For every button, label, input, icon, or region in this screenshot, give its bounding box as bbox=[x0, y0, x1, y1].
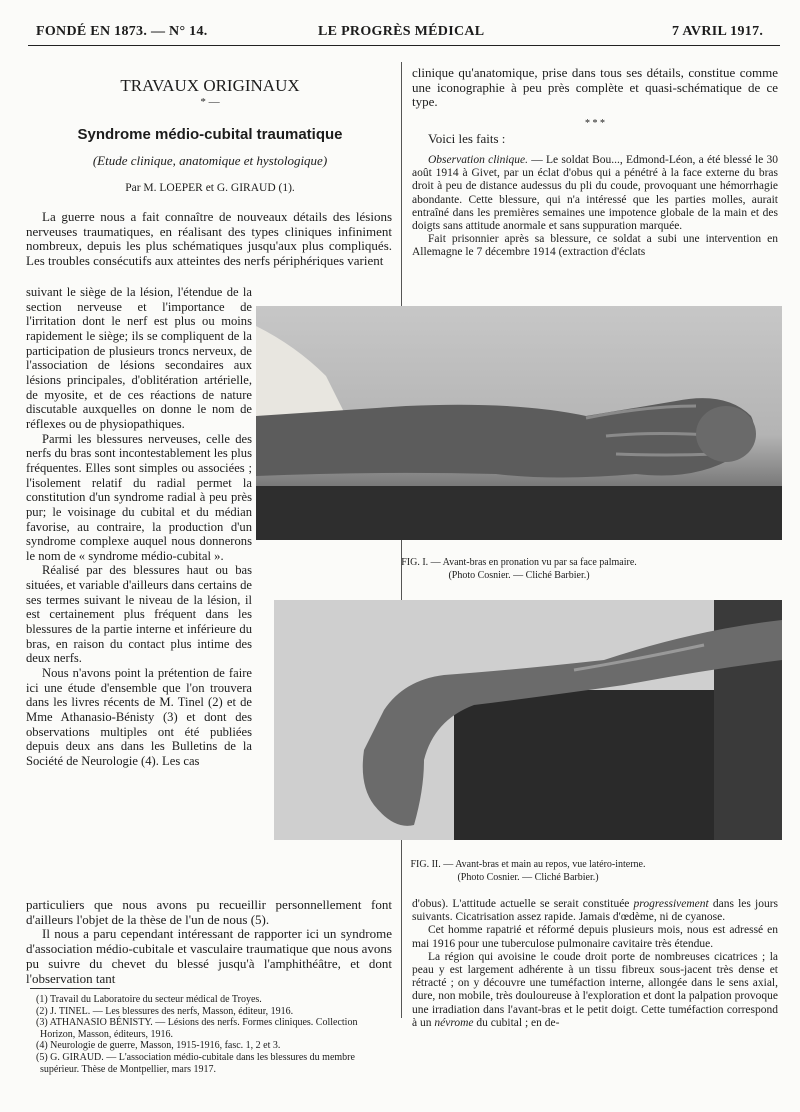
paragraph-attitude: d'obus). L'attitude actuelle se serait constituée progressivement dans les jours suivants. Cicatrisation assez rapide. Jamais d'œdème, ni de cyanose. bbox=[412, 898, 778, 924]
footnote: (3) ATHANASIO BÉNISTY. — Lésions des nerfs. Formes cliniques. Collection Horizon, Masson, éditeurs, 1916. bbox=[36, 1017, 358, 1040]
footnote: (5) G. GIRAUD. — L'association médio-cubitale dans les blessures du membre supérieur. Thèse de Montpellier, mars 1917. bbox=[36, 1051, 355, 1075]
paragraph-case: Il nous a paru cependant intéressant de rapporter ici un syndrome d'association médio-cubitale et vasculaire traumatique que nous avons pu suivre du chevet du blessé jusqu'à l'amphithéâtre, et dont l'observation tant bbox=[26, 926, 392, 986]
figure-2-photo bbox=[274, 600, 782, 840]
figure-1-photo bbox=[256, 306, 782, 540]
paragraph-pretention: Nous n'avons point la prétention de faire ici une étude d'ensemble que l'on trouvera dans les livres récents de M. Tinel (2) et de Mme Athanasio-Bénisty (3) et dont des observations multiples ont été publiées depuis deux ans dans les Bulletins de la Société de Neurologie (4). Les cas bbox=[26, 666, 252, 768]
article-byline: Par M. LOEPER et G. GIRAUD (1). bbox=[125, 182, 295, 194]
header-rule bbox=[28, 45, 780, 46]
paragraph-facts: Voici les faits : bbox=[428, 131, 506, 146]
observation-text: — Le soldat Bou..., Edmond-Léon, a été blessé le 30 août 1914 à Givet, par un éclat d'obus qui a pénétré à la face externe du bras droit à peu de distance audessus du pli du coude, provoquant une hémorrhagie abondante. Cette blessure, qui n'a intéressé que les parties molles, aurait entraîné dans les premières semaines une impotence globale de la main et des doigts sans attitude anormale et sans suppuration marquée. bbox=[412, 154, 779, 233]
section-mark: * — bbox=[200, 96, 220, 108]
paragraph-intro-cont: suivant le siège de la lésion, l'étendue de la section nerveuse et l'importance de l'irritation dont le nerf est plus ou moins rapidement le siège; ils se compliquent de la participation de plusieurs troncs nerveux, de l'association de lésions secondaires aux lésions principales, d'oblitération artérielle, de myosite, et de ces réactions de nature discutable auxquelles on donne le nom de réflexes ou de physiopathiques. bbox=[26, 285, 252, 431]
footnote: (2) J. TINEL. — Les blessures des nerfs, Masson, éditeur, 1916. bbox=[36, 1005, 294, 1017]
paragraph-repatriated: Cet homme rapatrié et réformé depuis plusieurs mois, nous est adressé en mai 1916 pour une tuberculose pulmonaire cavitaire très étendue. bbox=[412, 924, 778, 950]
footnote-rule bbox=[30, 988, 110, 989]
paragraph-pretention-cont: particuliers que nous avons pu recueillir personnellement font d'ailleurs l'objet de la thèse de l'un de nous (5). bbox=[26, 897, 392, 927]
footnotes bbox=[30, 994, 390, 1075]
issue-date: 7 AVRIL 1917. bbox=[672, 24, 764, 39]
figure-2-caption: FIG. II. — Avant-bras et main au repos, vue latéro-interne. (Photo Cosnier. — Cliché Barbier.) bbox=[410, 859, 646, 883]
paragraph-clinical: clinique qu'anatomique, prise dans tous ses détails, constitue comme une iconographie à peu près complète et quasi-schématique de ce type. bbox=[412, 65, 778, 110]
section-title: TRAVAUX ORIGINAUX bbox=[120, 76, 300, 95]
article-title: Syndrome médio-cubital traumatique bbox=[77, 126, 343, 143]
paragraph-location: Réalisé par des blessures haut ou bas situées, et variable d'ailleurs dans certains de ses termes suivant le niveau de la lésion, il est certainement plus fréquent dans les blessures de la partie interne et inférieure du bras, en raison du contact plus intime des deux nerfs. bbox=[26, 563, 252, 666]
right-top-text bbox=[412, 66, 778, 110]
paragraph-nerves: Parmi les blessures nerveuses, celle des nerfs du bras sont incontestablement les plus fréquentes. Elles sont simples ou associées ; l'isolement relatif du radial permet la constitution d'un syndrome radial à peu près pur; le voisinage du cubital et du médian favorise, au contraire, la production d'un syndrome complexe auquel nous donnerons le nom de « syndrome médio-cubital ». bbox=[26, 431, 252, 563]
figure-1-caption: FIG. I. — Avant-bras en pronation vu par sa face palmaire. (Photo Cosnier. — Cliché Barbier.) bbox=[401, 557, 637, 581]
separator-stars: * * * bbox=[585, 118, 605, 129]
left-bottom-text bbox=[26, 898, 392, 986]
paragraph-region: La région qui avoisine le coude droit porte de nombreuses cicatrices ; la peau y est largement adhérente à un tissu fibreux sous-jacent très dense et rétracté ; on y découvre une tuméfaction interne, allongée dans le sens axial, dure, non mobile, très douloureuse à l'exploration et dont la palpation provoque une irradiation dans l'avant-bras et le petit doigt. Cette tuméfaction correspond à un névrome du cubital ; en de- bbox=[412, 950, 778, 1029]
left-narrow-column bbox=[26, 285, 252, 769]
journal-founded: FONDÉ EN 1873. — N° 14. bbox=[36, 24, 208, 39]
observation-block bbox=[412, 154, 778, 260]
right-bottom-text bbox=[412, 898, 778, 1030]
footnote: (4) Neurologie de guerre, Masson, 1915-1916, fasc. 1, 2 et 3. bbox=[36, 1040, 281, 1052]
article-subtitle: (Etude clinique, anatomique et hystologique) bbox=[92, 153, 328, 168]
paragraph-intro: La guerre nous a fait connaître de nouveaux détails des lésions nerveuses traumatiques, en réalisant des types cliniques infiniment nombreux, depuis les plus schématiques jusqu'aux plus compliqués. Les troubles consécutifs aux atteintes des nerfs périphériques varient bbox=[26, 209, 392, 269]
observation-label: Observation clinique. bbox=[428, 154, 529, 166]
journal-title: LE PROGRÈS MÉDICAL bbox=[318, 24, 485, 39]
paragraph-prisoner: Fait prisonnier après sa blessure, ce soldat a subi une intervention en Allemagne le 7 décembre 1914 (extraction d'éclats bbox=[412, 233, 778, 259]
footnote: (1) Travail du Laboratoire du secteur médical de Troyes. bbox=[36, 994, 262, 1005]
